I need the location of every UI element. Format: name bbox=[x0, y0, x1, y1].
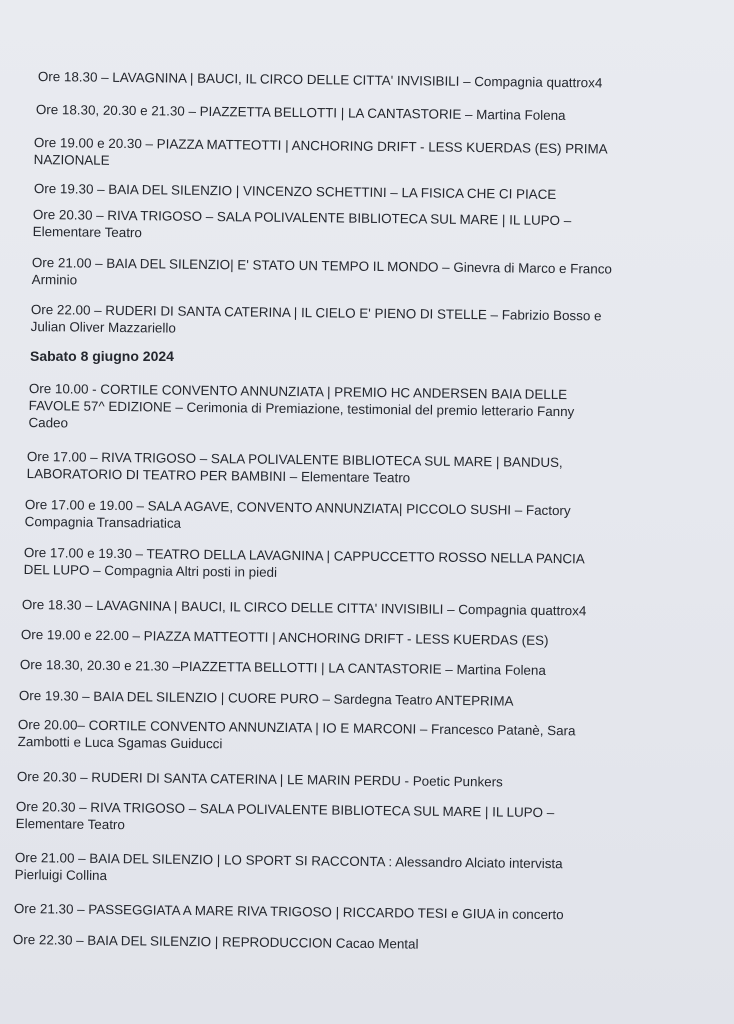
event-entry bbox=[34, 180, 557, 203]
event-line: Pierluigi Collina bbox=[14, 866, 108, 884]
event-entry bbox=[19, 687, 514, 710]
event-line: Ore 10.00 - CORTILE CONVENTO ANNUNZIATA | PREMIO HC ANDERSEN BAIA DELLE bbox=[28, 380, 568, 403]
event-entry bbox=[14, 900, 564, 923]
event-entry bbox=[31, 301, 602, 341]
event-entry bbox=[27, 448, 563, 488]
event-line: Compagnia Transadriatica bbox=[24, 513, 182, 531]
event-entry bbox=[13, 931, 419, 953]
event-entry bbox=[20, 656, 546, 679]
event-entry bbox=[32, 254, 612, 295]
event-line: Ore 21.00 – BAIA DEL SILENZIO| E' STATO UN TEMPO IL MONDO – Ginevra di Marco e Franco bbox=[31, 254, 612, 277]
event-line: Ore 19.00 e 22.00 – PIAZZA MATTEOTTI | ANCHORING DRIFT - LESS KUERDAS (ES) bbox=[20, 626, 549, 648]
event-entry bbox=[18, 716, 576, 756]
event-entry bbox=[28, 380, 574, 437]
event-entry bbox=[15, 849, 563, 889]
event-line: DEL LUPO – Compagnia Altri posti in piedi bbox=[23, 561, 278, 580]
event-line: Ore 17.00 e 19.30 – TEATRO DELLA LAVAGNINA | CAPPUCCETTO ROSSO NELLA PANCIA bbox=[23, 544, 585, 567]
event-line: Ore 18.30 – LAVAGNINA | BAUCI, IL CIRCO DELLE CITTA' INVISIBILI – Compagnia quattrox4 bbox=[37, 68, 603, 91]
event-entry bbox=[22, 596, 587, 619]
event-line: Ore 18.30, 20.30 e 21.30 –PIAZZETTA BELLOTTI | LA CANTASTORIE – Martina Folena bbox=[19, 656, 546, 678]
event-line: Ore 18.30 – LAVAGNINA | BAUCI, IL CIRCO DELLE CITTA' INVISIBILI – Compagnia quattrox4 bbox=[21, 596, 587, 619]
event-line: Ore 18.30, 20.30 e 21.30 – PIAZZETTA BELLOTTI | LA CANTASTORIE – Martina Folena bbox=[35, 101, 566, 124]
event-line: Ore 20.30 – RIVA TRIGOSO – SALA POLIVALENTE BIBLIOTECA SUL MARE | IL LUPO – bbox=[32, 206, 572, 229]
event-entry bbox=[33, 206, 572, 246]
event-line: Elementare Teatro bbox=[15, 815, 125, 833]
event-line: Ore 20.00– CORTILE CONVENTO ANNUNZIATA | IO E MARCONI – Francesco Patanè, Sara bbox=[17, 716, 576, 739]
event-entry bbox=[21, 626, 549, 649]
event-line: Ore 19.30 – BAIA DEL SILENZIO | VINCENZO SCHETTINI – LA FISICA CHE CI PIACE bbox=[33, 180, 557, 202]
event-line: Ore 19.30 – BAIA DEL SILENZIO | CUORE PURO – Sardegna Teatro ANTEPRIMA bbox=[18, 687, 514, 709]
event-entry bbox=[24, 544, 585, 584]
event-line: NAZIONALE bbox=[33, 151, 110, 168]
event-entry bbox=[17, 768, 503, 791]
event-line: Ore 20.30 – RUDERI DI SANTA CATERINA | LE MARIN PERDU - Poetic Punkers bbox=[16, 768, 503, 790]
event-line: Ore 22.30 – BAIA DEL SILENZIO | REPRODUCCION Cacao Mental bbox=[12, 931, 419, 952]
event-entry bbox=[16, 798, 555, 838]
event-entry bbox=[36, 101, 566, 124]
day-heading: Sabato 8 giugno 2024 bbox=[30, 348, 174, 364]
event-entry bbox=[38, 68, 603, 91]
event-line: Ore 21.00 – BAIA DEL SILENZIO | LO SPORT SI RACCONTA : Alessandro Alciato intervista bbox=[14, 849, 563, 872]
event-line: Zambotti e Luca Sgamas Guiducci bbox=[17, 733, 223, 752]
event-line: FAVOLE 57^ EDIZIONE – Cerimonia di Premiazione, testimonial del premio letterario Fanny bbox=[28, 397, 575, 420]
event-line: LABORATORIO DI TEATRO PER BAMBINI – Elementare Teatro bbox=[26, 465, 411, 486]
event-entry bbox=[34, 134, 608, 175]
event-line: Ore 17.00 – RIVA TRIGOSO – SALA POLIVALENTE BIBLIOTECA SUL MARE | BANDUS, bbox=[26, 448, 563, 471]
event-line: Cadeo bbox=[28, 414, 69, 431]
event-line: Arminio bbox=[31, 271, 78, 288]
event-line: Julian Oliver Mazzariello bbox=[30, 318, 176, 336]
event-line: Ore 20.30 – RIVA TRIGOSO – SALA POLIVALENTE BIBLIOTECA SUL MARE | IL LUPO – bbox=[15, 798, 555, 821]
event-entry bbox=[25, 496, 571, 536]
event-line: Elementare Teatro bbox=[32, 223, 142, 241]
event-line: Ore 22.00 – RUDERI DI SANTA CATERINA | IL CIELO E' PIENO DI STELLE – Fabrizio Bosso e bbox=[30, 301, 602, 324]
event-line: Ore 21.30 – PASSEGGIATA A MARE RIVA TRIGOSO | RICCARDO TESI e GIUA in concerto bbox=[13, 900, 564, 923]
event-line: Ore 17.00 e 19.00 – SALA AGAVE, CONVENTO ANNUNZIATA| PICCOLO SUSHI – Factory bbox=[24, 496, 571, 519]
event-line: Ore 19.00 e 20.30 – PIAZZA MATTEOTTI | ANCHORING DRIFT - LESS KUERDAS (ES) PRIMA bbox=[33, 134, 608, 157]
